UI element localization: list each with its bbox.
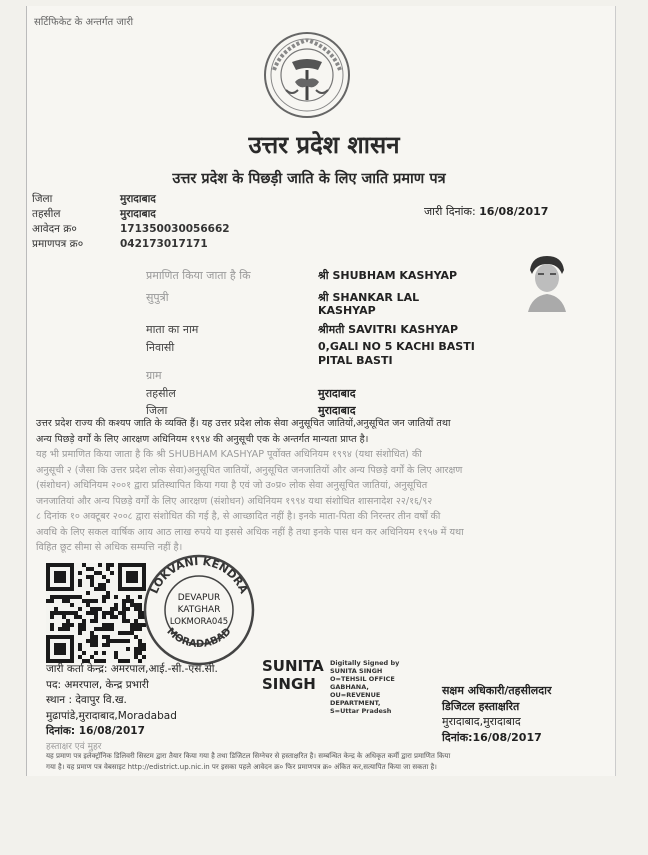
meta-row-certificate-no: प्रमाणपत्र क्र० 042173017171	[32, 238, 208, 250]
meta-row-district: जिला मुरादाबाद	[32, 193, 156, 205]
authority-line: मुरादाबाद,मुरादाबाद	[442, 715, 521, 728]
issuer-block	[46, 662, 218, 755]
issuer-line: स्थान : देवापुर वि.ख.	[46, 694, 127, 706]
certificate-title: उत्तर प्रदेश शासन	[248, 131, 400, 159]
body-line: जनजातियां और अन्य पिछड़े वर्गों के लिए आरक्षण (संशोधन) अधिनियम १९९४ यथा संशोधित शासनादेश २२/१६/९२	[36, 495, 433, 507]
lokvani-kendra-stamp	[140, 548, 258, 666]
body-line: उत्तर प्रदेश राज्य की कश्यप जाति के व्यक्ति हैं। यह उत्तर प्रदेश लोक सेवा अनुसूचित जातियों,अनुसूचित जन जातियों तथा	[36, 418, 451, 429]
body-line: अवधि के लिए सकल वार्षिक आय आठ लाख रुपये या इससे अधिक नहीं है तथा इनके पास धन कर अधिनियम १९५७ में यथा	[36, 526, 464, 538]
meta-row-application-no: आवेदन क्र० 171350030056662	[32, 223, 230, 235]
digital-signature	[262, 657, 400, 715]
signer-name-line2: SINGH	[262, 675, 316, 693]
issuer-line: जारी कर्ता केन्द्र: अमरपाल,आई.-सी.-एस.सी.	[46, 663, 218, 675]
body-line: अनुसूची २ (जैसा कि उत्तर प्रदेश लोक सेवा)अनुसूचित जातियों, अनुसूचित जनजातियों और अन्य पिछड़े वर्गों के लिए आरक्षण	[36, 464, 463, 476]
body-line: ८ दिनांक १० अक्टूबर २००८ द्वारा संशोधित की गई है, से आच्छादित नहीं है। इनके माता-पिता की निरन्तर तीन वर्षों की	[36, 511, 441, 522]
issuer-line: हस्ताक्षर एवं मुहर	[46, 741, 102, 752]
signer-name-line1: SUNITA	[262, 657, 324, 675]
certificate-body	[36, 416, 606, 556]
footer-note	[46, 751, 616, 773]
up-government-emblem-icon	[262, 30, 352, 120]
authority-line: दिनांक:16/08/2017	[442, 730, 542, 744]
body-line: विहित छूट सीमा से अधिक सम्पत्ति नहीं है।	[36, 542, 183, 553]
authority-block	[442, 683, 551, 745]
issuer-line: दिनांक: 16/08/2017	[46, 725, 145, 737]
stamp-line2: KATGHAR	[177, 605, 221, 615]
meta-row-tehsil: तहसील मुरादाबाद	[32, 208, 156, 220]
certificate-subtitle: उत्तर प्रदेश के पिछड़ी जाति के लिए जाति प्रमाण पत्र	[172, 171, 446, 187]
issue-date-value: 16/08/2017	[479, 205, 549, 218]
body-line: यह भी प्रमाणित किया जाता है कि श्री SHUBHAM KASHYAP पूर्वोक्त अधिनियम १९९४ (यथा संशोधित) की	[36, 449, 422, 460]
body-line: अन्य पिछड़े वर्गों के लिए आरक्षण अधिनियम १९९४ की अनुसूची एक के अन्तर्गत मान्यता प्राप्त है।	[36, 433, 369, 445]
svg-text:MORADABAD	[164, 626, 233, 650]
authority-line: सक्षम अधिकारी/तहसीलदार	[442, 684, 552, 697]
issuer-line: पद: अमरपाल, केन्द्र प्रभारी	[46, 678, 149, 691]
footer-line: गया है। यह प्रमाण पत्र वेबसाइट http://edistrict.up.nic.in पर इसका पहले आवेदन क्र० फिर प्रमाणपत्र क्र० अंकित कर,सत्यापित किया जा सकता है।	[46, 763, 437, 771]
issue-date-label: जारी दिनांक:	[424, 205, 476, 218]
meta-block	[32, 192, 230, 252]
top-note: सर्टिफिकेट के अन्तर्गत जारी	[34, 17, 134, 28]
issuer-line: मुढापांडे,मुरादाबाद,Moradabad	[46, 709, 177, 722]
body-line: (संशोधन) अधिनियम २००१ द्वारा प्रतिस्थापित किया गया है एवं जो उ०प्र० लोक सेवा अनुसूचित जातियां, अनुसूचित	[36, 480, 428, 491]
stamp-bottom-text: MORADABAD	[164, 626, 234, 650]
qr-code[interactable]	[46, 563, 146, 663]
signature-details: Digitally Signed by SUNITA SINGH O=TEHSIL OFFICE GABHANA, OU=REVENUE DEPARTMENT, S=Uttar Pradesh	[330, 659, 400, 715]
issue-date	[424, 204, 548, 219]
stamp-line3: LOKMORA045	[169, 617, 229, 627]
authority-line: डिजिटल हस्ताक्षरित	[442, 699, 520, 713]
footer-line: यह प्रमाण पत्र इलेक्ट्रॉनिक डिलिवरी सिस्टम द्वारा तैयार किया गया है तथा डिजिटल सिग्नेचर से हस्ताक्षरित है। सम्बन्धित केन्द्र के अधिकृत कर्मी द्वारा प्रमाणित किया	[46, 752, 451, 760]
applicant-photo	[524, 252, 570, 312]
stamp-line1: DEVAPUR	[177, 593, 221, 603]
stamp-outer-text: LOKVANI KENDRA	[147, 554, 251, 596]
